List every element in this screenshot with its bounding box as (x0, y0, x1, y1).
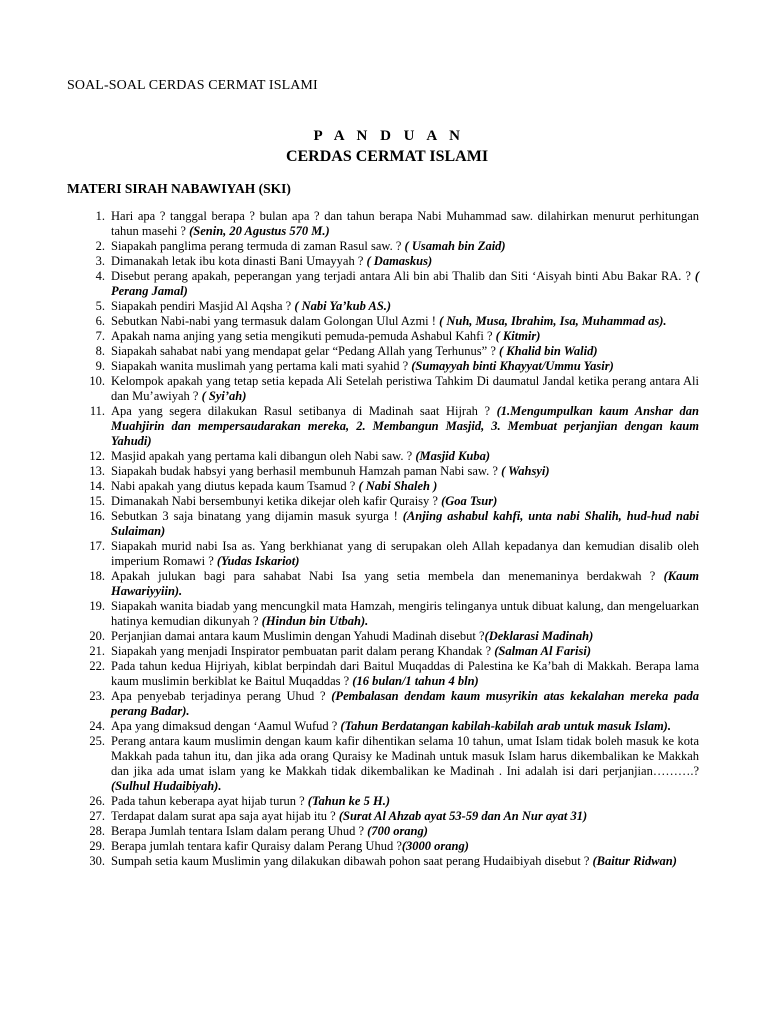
question-list (67, 209, 699, 869)
question-body (111, 689, 699, 719)
title-block (0, 127, 768, 167)
answer-text: ( Nuh, Musa, Ibrahim, Isa, Muhammad as). (439, 314, 667, 328)
question-item (67, 464, 699, 479)
question-item (67, 344, 699, 359)
question-body (111, 509, 699, 539)
answer-text: (Masjid Kuba) (415, 449, 490, 463)
question-number: 10. (89, 374, 105, 388)
answer-text: (Goa Tsur) (441, 494, 498, 508)
question-text: Perjanjian damai antara kaum Muslimin dengan Yahudi Madinah disebut ? (111, 629, 485, 643)
question-item (67, 809, 699, 824)
question-item (67, 839, 699, 854)
answer-text: (Kaum Hawariyyiin). (111, 569, 699, 598)
answer-text: (Sumayyah binti Khayyat/Ummu Yasir) (411, 359, 614, 373)
question-item (67, 494, 699, 509)
question-number: 13. (89, 464, 105, 478)
question-item (67, 254, 699, 269)
question-item (67, 479, 699, 494)
answer-text: ( Perang Jamal) (111, 269, 699, 298)
question-body (111, 314, 699, 329)
question-text: Siapakah budak habsyi yang berhasil membunuh Hamzah paman Nabi saw. ? (111, 464, 502, 478)
question-body (111, 269, 699, 299)
answer-text: (16 bulan/1 tahun 4 bln) (352, 674, 479, 688)
question-text: Pada tahun kedua Hijriyah, kiblat berpindah dari Baitul Muqaddas di Palestina ke Ka’bah di Makkah. Berapa lama kaum muslimin berkiblat ke Baitul Muqaddas ? (111, 659, 699, 688)
question-body (111, 329, 699, 344)
question-body (111, 734, 699, 794)
answer-text: ( Syi’ah) (201, 389, 247, 403)
question-item (67, 509, 699, 539)
question-number: 15. (89, 494, 105, 508)
question-item (67, 209, 699, 239)
question-number: 9. (95, 359, 105, 373)
question-number: 25. (89, 734, 105, 748)
question-number: 3. (95, 254, 105, 268)
question-number: 21. (89, 644, 105, 658)
question-text: Sebutkan 3 saja binatang yang dijamin masuk syurga ! (111, 509, 403, 523)
question-body (111, 344, 699, 359)
answer-text: (Pembalasan dendam kaum musyrikin atas kekalahan mereka pada perang Badar). (111, 689, 699, 718)
answer-text: (Sulhul Hudaibiyah). (111, 779, 222, 793)
answer-text: (Surat Al Ahzab ayat 53-59 dan An Nur ayat 31) (338, 809, 588, 823)
question-body (111, 254, 699, 269)
question-body (111, 569, 699, 599)
answer-text: ( Usamah bin Zaid) (404, 239, 506, 253)
question-body (111, 299, 699, 314)
question-number: 24. (89, 719, 105, 733)
question-item (67, 299, 699, 314)
question-body (111, 794, 699, 809)
question-text: Apa penyebab terjadinya perang Uhud ? (111, 689, 332, 703)
question-text: Dimanakah Nabi bersembunyi ketika dikejar oleh kafir Quraisy ? (111, 494, 442, 508)
question-text: Siapakah wanita muslimah yang pertama kali mati syahid ? (111, 359, 412, 373)
question-item (67, 644, 699, 659)
question-item (67, 374, 699, 404)
question-number: 30. (89, 854, 105, 868)
question-body (111, 644, 699, 659)
question-number: 23. (89, 689, 105, 703)
question-body (111, 824, 699, 839)
question-text: Disebut perang apakah, peperangan yang terjadi antara Ali bin abi Thalib dan Siti ‘Aisyah binti Abu Bakar RA. ? (111, 269, 695, 283)
question-number: 14. (89, 479, 105, 493)
question-text: Masjid apakah yang pertama kali dibangun oleh Nabi saw. ? (111, 449, 416, 463)
question-item (67, 659, 699, 689)
question-body (111, 464, 699, 479)
question-text: Berapa Jumlah tentara Islam dalam perang Uhud ? (111, 824, 368, 838)
question-body (111, 839, 699, 854)
question-text: Dimanakah letak ibu kota dinasti Bani Umayyah ? (111, 254, 367, 268)
question-item (67, 314, 699, 329)
document-header: SOAL-SOAL CERDAS CERMAT ISLAMI (67, 78, 318, 93)
question-number: 29. (89, 839, 105, 853)
question-text: Apakah nama anjing yang setia mengikuti pemuda-pemuda Ashabul Kahfi ? (111, 329, 496, 343)
question-text: Siapakah yang menjadi Inspirator pembuatan parit dalam perang Khandak ? (111, 644, 495, 658)
question-body (111, 479, 699, 494)
question-text: Apa yang segera dilakukan Rasul setibanya di Madinah saat Hijrah ? (111, 404, 497, 418)
answer-text: (1.Mengumpulkan kaum Anshar dan Muahjirin dan mempersaudarakan mereka, 2. Membangun Masjid, 3. Membuat perjanjian dengan kaum Yahudi) (111, 404, 699, 448)
question-item (67, 569, 699, 599)
question-body (111, 374, 699, 404)
question-body (111, 209, 699, 239)
question-number: 17. (89, 539, 105, 553)
answer-text: (Tahun ke 5 H.) (307, 794, 390, 808)
question-text: Sumpah setia kaum Muslimin yang dilakukan dibawah pohon saat perang Hudaibiyah disebut ? (111, 854, 593, 868)
question-item (67, 719, 699, 734)
question-item (67, 329, 699, 344)
answer-text: ( Wahsyi) (501, 464, 550, 478)
question-item (67, 449, 699, 464)
question-number: 28. (89, 824, 105, 838)
question-item (67, 629, 699, 644)
question-item (67, 734, 699, 794)
question-number: 26. (89, 794, 105, 808)
question-item (67, 404, 699, 449)
question-body (111, 809, 699, 824)
question-body (111, 719, 699, 734)
question-number: 4. (95, 269, 105, 283)
question-text: Apakah julukan bagi para sahabat Nabi Isa yang setia membela dan menemaninya berdakwah ? (111, 569, 664, 583)
question-number: 19. (89, 599, 105, 613)
answer-text: (Hindun bin Utbah). (261, 614, 369, 628)
question-text: Sebutkan Nabi-nabi yang termasuk dalam Golongan Ulul Azmi ! (111, 314, 440, 328)
answer-text: ( Khalid bin Walid) (499, 344, 598, 358)
answer-text: ( Kitmir) (495, 329, 541, 343)
question-body (111, 659, 699, 689)
question-item (67, 689, 699, 719)
question-text: Nabi apakah yang diutus kepada kaum Tsamud ? (111, 479, 359, 493)
answer-text: (Anjing ashabul kahfi, unta nabi Shalih, hud-hud nabi Sulaiman) (111, 509, 699, 538)
answer-text: ( Nabi Ya’kub AS.) (294, 299, 392, 313)
question-number: 7. (95, 329, 105, 343)
answer-text: (3000 orang) (401, 839, 469, 853)
question-number: 12. (89, 449, 105, 463)
title-panduan: P A N D U A N (313, 128, 465, 144)
question-number: 20. (89, 629, 105, 643)
section-heading: MATERI SIRAH NABAWIYAH (SKI) (67, 181, 291, 196)
question-item (67, 854, 699, 869)
question-text: Siapakah murid nabi Isa as. Yang berkhianat yang di serupakan oleh Allah kepadanya dan kemudian disalib oleh imperium Romawi ? (111, 539, 699, 568)
question-number: 8. (95, 344, 105, 358)
question-body (111, 359, 699, 374)
question-text: Siapakah wanita biadab yang mencungkil mata Hamzah, mengiris telinganya untuk dibuat kalung, dan mengeluarkan hatinya kemudian dikunyah ? (111, 599, 699, 628)
question-item (67, 269, 699, 299)
answer-text: ( Nabi Shaleh ) (358, 479, 438, 493)
question-text: Siapakah sahabat nabi yang mendapat gelar “Pedang Allah yang Terhunus” ? (111, 344, 500, 358)
question-body (111, 629, 699, 644)
question-number: 16. (89, 509, 105, 523)
question-number: 1. (95, 209, 105, 223)
title-cerdas-cermat: CERDAS CERMAT ISLAMI (285, 148, 489, 165)
question-body (111, 239, 699, 254)
question-item (67, 539, 699, 569)
answer-text: (Tahun Berdatangan kabilah-kabilah arab untuk masuk Islam). (340, 719, 671, 733)
question-text: Siapakah panglima perang termuda di zaman Rasul saw. ? (111, 239, 405, 253)
answer-text: (Deklarasi Madinah) (484, 629, 594, 643)
question-text: Kelompok apakah yang tetap setia kepada Ali Setelah peristiwa Tahkim Di daumatul Jandal ketika perang antara Ali dan Mu’awiyah ? (111, 374, 699, 403)
question-text: Hari apa ? tanggal berapa ? bulan apa ? dan tahun berapa Nabi Muhammad saw. dilahirkan menurut perhitungan tahun masehi ? (111, 209, 699, 238)
question-text: Apa yang dimaksud dengan ‘Aamul Wufud ? (111, 719, 341, 733)
answer-text: (Baitur Ridwan) (592, 854, 677, 868)
question-body (111, 854, 699, 869)
question-text: Pada tahun keberapa ayat hijab turun ? (111, 794, 308, 808)
question-text: Terdapat dalam surat apa saja ayat hijab itu ? (111, 809, 339, 823)
question-body (111, 539, 699, 569)
question-body (111, 599, 699, 629)
question-number: 5. (95, 299, 105, 313)
question-number: 27. (89, 809, 105, 823)
question-number: 11. (89, 404, 105, 418)
question-text: Siapakah pendiri Masjid Al Aqsha ? (111, 299, 295, 313)
question-body (111, 449, 699, 464)
answer-text: (Yudas Iskariot) (216, 554, 300, 568)
question-body (111, 404, 699, 449)
question-text: Berapa jumlah tentara kafir Quraisy dalam Perang Uhud ? (111, 839, 402, 853)
question-body (111, 494, 699, 509)
question-number: 22. (89, 659, 105, 673)
answer-text: (700 orang) (367, 824, 428, 838)
answer-text: (Senin, 20 Agustus 570 M.) (189, 224, 330, 238)
question-item (67, 239, 699, 254)
question-item (67, 359, 699, 374)
question-number: 2. (95, 239, 105, 253)
answer-text: (Salman Al Farisi) (494, 644, 591, 658)
answer-text: ( Damaskus) (366, 254, 433, 268)
question-number: 18. (89, 569, 105, 583)
question-text: Perang antara kaum muslimin dengan kaum kafir dihentikan selama 10 tahun, umat Islam tidak boleh masuk ke kota Makkah pada tahun itu, dan jika ada orang Quraisy ke Madinah untuk masuk Islam harus dikembalikan ke Makkah dan jika ada umat islam yang ke Makkah tidak dikembalikan ke Madinah . Ini adalah isi dari perjanjian……….? (111, 734, 699, 778)
question-number: 6. (95, 314, 105, 328)
question-item (67, 794, 699, 809)
question-item (67, 824, 699, 839)
question-item (67, 599, 699, 629)
